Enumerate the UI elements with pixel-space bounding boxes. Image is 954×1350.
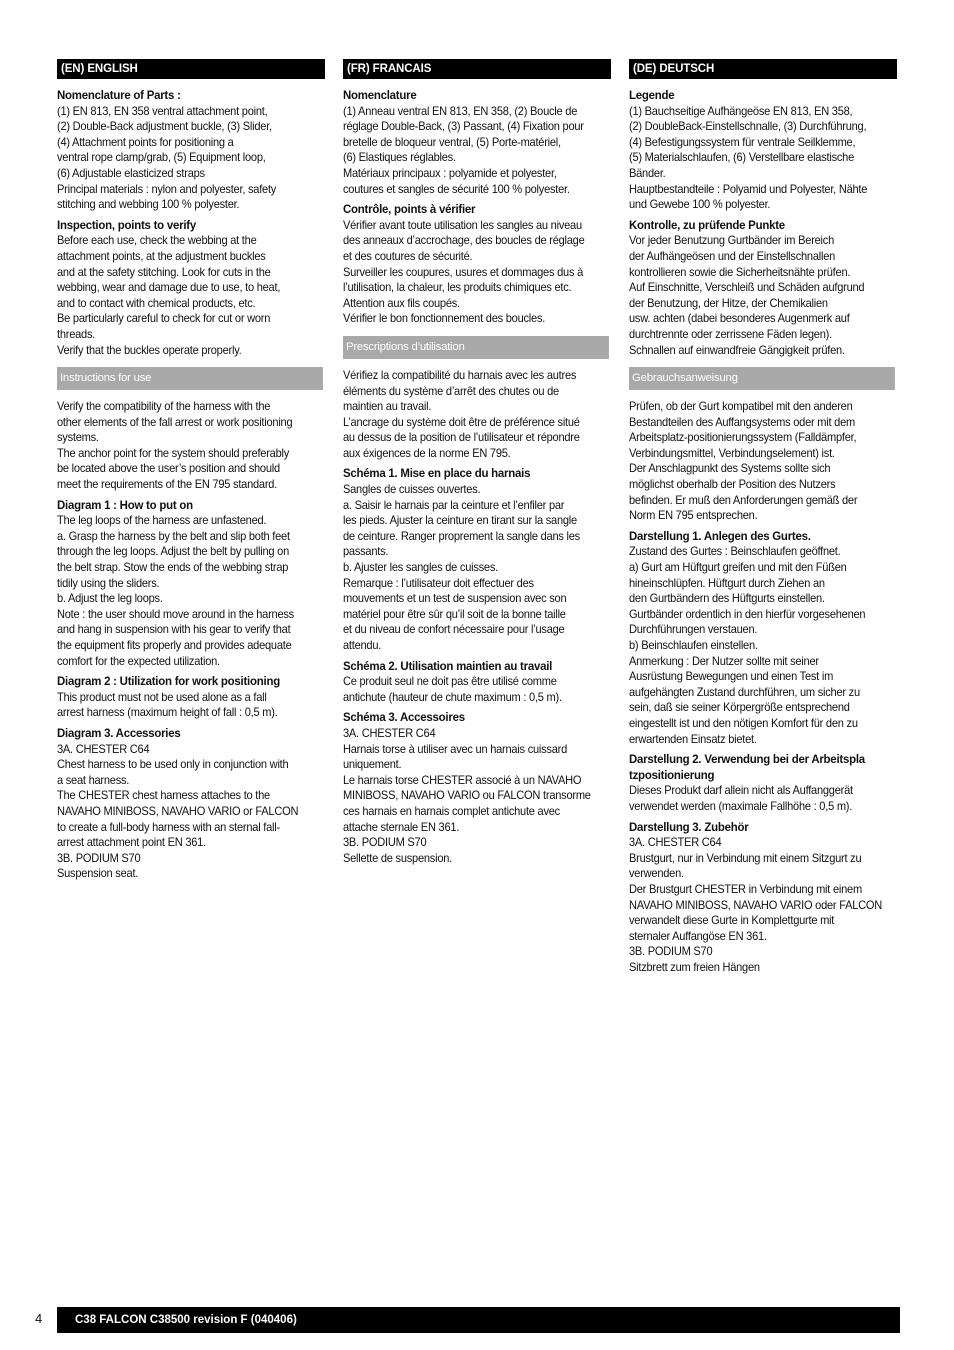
- column-german: [629, 59, 897, 980]
- text-block-fr: [343, 88, 611, 866]
- column-english: [57, 59, 325, 887]
- language-header-de: (DE) DEUTSCH: [629, 59, 897, 79]
- page-number: 4: [35, 1311, 43, 1326]
- diagram-3-heading: Schéma 3. Accessoires: [343, 710, 465, 725]
- diagram-3-text: 3A. CHESTER C64 Harnais torse à utiliser avec un harnais cuissard uniquement. Le harnais torse CHESTER associé à un NAVAHO MINIBOSS, NAVAHO VARIO ou FALCON transorme ces harnais en harnais complet antichute avec attache sternale EN 361. 3B. PODIUM S70 Sellette de suspension.: [343, 725, 591, 865]
- column-french: [343, 59, 611, 871]
- diagram-1-text: Sangles de cuisses ouvertes. a. Saisir le harnais par la ceinture et l’enfiler par les pieds. Ajuster la ceinture en tirant sur la sangle de ceinture. Ranger proprement la sangle dans les passants. b. Ajuster les sangles de cuisses. Remarque : l’utilisateur doit effectuer des mouvements et un test de suspension avec son matériel pour être sûr qu’il soit de la bonne taille et du niveau de confort nécessaire pour l’usage attendu.: [343, 482, 580, 652]
- diagram-2-text: Ce produit seul ne doit pas être utilisé comme antichute (hauteur de chute maximum : 0,5 m).: [343, 674, 562, 704]
- document-reference-bar: C38 FALCON C38500 revision F (040406): [57, 1307, 900, 1333]
- nomenclature-text: (1) Anneau ventral EN 813, EN 358, (2) Boucle de réglage Double-Back, (3) Passant, (4) Fixation pour bretelle de bloqueur ventral, (5) Porte-matériel, (6) Elastiques réglables. Matériaux principaux : polyamide et polyester, coutures et sangles de sécurité 100 % polyester.: [343, 103, 584, 196]
- diagram-1-heading: Schéma 1. Mise en place du harnais: [343, 466, 531, 481]
- diagram-3-text: 3A. CHESTER C64 Brustgurt, nur in Verbindung mit einem Sitzgurt zu verwenden. Der Brustgurt CHESTER in Verbindung mit einem NAVAHO MINIBOSS, NAVAHO VARIO oder FALCON verwandelt diese Gurte in Komplettgurte mit sternaler Auffangöse EN 361. 3B. PODIUM S70 Sitzbrett zum freien Hängen: [629, 835, 883, 974]
- diagram-2-text: This product must not be used alone as a fall arrest harness (maximum height of fall : 0,5 m).: [57, 689, 278, 720]
- inspection-text: Before each use, check the webbing at the attachment points, at the adjustment buckles and at the safety stitching. Look for cuts in the webbing, wear and damage due to use, to heat, and to contact with chemical products, etc. Be particularly careful to check for cut or worn threads. Verify that the buckles operate properly.: [57, 233, 281, 357]
- nomenclature-heading: Nomenclature: [343, 88, 417, 102]
- diagram-1-heading: Diagram 1 : How to put on: [57, 497, 193, 512]
- diagram-3-heading: Darstellung 3. Zubehör: [629, 819, 749, 834]
- text-block-en: [57, 88, 325, 882]
- inspection-heading: Kontrolle, zu prüfende Punkte: [629, 217, 785, 232]
- text-block-de: [629, 88, 897, 975]
- diagram-2-heading: Schéma 2. Utilisation maintien au travail: [343, 658, 553, 673]
- diagram-1-heading: Darstellung 1. Anlegen des Gurtes.: [629, 528, 811, 543]
- nomenclature-heading: Legende: [629, 88, 675, 102]
- instructions-text: Vérifiez la compatibilité du harnais avec les autres éléments du système d’arrêt des chutes ou de maintien au travail. L’ancrage du système doit être de préférence situé au dessus de la position de l’utilisateur et répondre aux éxigences de la norme EN 795.: [343, 367, 580, 460]
- instructions-text: Verify the compatibility of the harness with the other elements of the fall arrest or work positioning systems. The anchor point for the system should preferably be located above the user’s position and should meet the requirements of the EN 795 standard.: [57, 399, 293, 492]
- diagram-3-heading: Diagram 3. Accessories: [57, 725, 181, 740]
- inspection-heading: Contrôle, points à vérifier: [343, 202, 476, 217]
- language-header-en: (EN) ENGLISH: [57, 59, 325, 79]
- inspection-heading: Inspection, points to verify: [57, 217, 197, 232]
- instructions-bar: Instructions for use: [57, 367, 323, 390]
- instructions-bar: Gebrauchsanweisung: [629, 367, 895, 390]
- diagram-2-heading: Diagram 2 : Utilization for work positioning: [57, 674, 280, 689]
- diagram-3-text: 3A. CHESTER C64 Chest harness to be used only in conjunction with a seat harness. The CHESTER chest harness attaches to the NAVAHO MINIBOSS, NAVAHO VARIO or FALCON to create a full-body harness with an sternal fall- arrest attachment point EN 361. 3B. PODIUM S70 Suspension seat.: [57, 741, 299, 881]
- diagram-2-text: Dieses Produkt darf allein nicht als Auffanggerät verwendet werden (maximale Fallhöhe : 0,5 m).: [629, 783, 853, 813]
- diagram-2-heading: Darstellung 2. Verwendung bei der Arbeitspla tzpositionierung: [629, 752, 865, 782]
- language-header-fr: (FR) FRANCAIS: [343, 59, 611, 79]
- diagram-1-text: Zustand des Gurtes : Beinschlaufen geöffnet. a) Gurt am Hüftgurt greifen und mit den Füßen hineinschlüpfen. Hüftgurt durch Ziehen an den Gurtbändern des Hüftgurts einstellen. Gurtbänder ordentlich in den hierfür vorgesehenen Durchführungen verstauen. b) Beinschlaufen einstellen. Anmerkung : Der Nutzer sollte mit seiner Ausrüstung Bewegungen und einen Test im aufgehängten Zustand durchführen, um sicher zu sein, daß sie seiner Körpergröße entsprechend eingestellt ist und den nötigen Komfort für den zu erwartenden Einsatz bietet.: [629, 544, 866, 746]
- diagram-1-text: The leg loops of the harness are unfastened. a. Grasp the harness by the belt and slip both feet through the leg loops. Adjust the belt by pulling on the belt strap. Stow the ends of the webbing strap tidily using the sliders. b. Adjust the leg loops. Note : the user should move around in the harness and hang in suspension with his gear to verify that the equipment fits properly and provides adequate comfort for the expected utilization.: [57, 513, 294, 668]
- inspection-text: Vérifier avant toute utilisation les sangles au niveau des anneaux d’accrochage, des boucles de réglage et des coutures de sécurité. Surveiller les coupures, usures et dommages dus à l’utilisation, la chaleur, les produits chimiques etc. Attention aux fils coupés. Vérifier le bon fonctionnement des boucles.: [343, 217, 585, 326]
- nomenclature-text: (1) EN 813, EN 358 ventral attachment point, (2) Double-Back adjustment buckle, (3) Slider, (4) Attachment points for positioning a ventral rope clamp/grab, (5) Equipment loop, (6) Adjustable elasticized straps Principal materials : nylon and polyester, safety stitching and webbing 100 % polyester.: [57, 103, 277, 212]
- nomenclature-heading: Nomenclature of Parts :: [57, 88, 181, 102]
- instructions-bar: Prescriptions d’utilisation: [343, 336, 609, 359]
- instructions-text: Prüfen, ob der Gurt kompatibel mit den anderen Bestandteilen des Auffangsystems oder mit dem Arbeitsplatz-positionierungssystem (Falldämpfer, Verbindungsmittel, Verbindungselement) ist. Der Anschlagpunkt des Systems sollte sich möglichst oberhalb der Position des Nutzers befinden. Er muß den Anforderungen gemäß der Norm EN 795 entsprechen.: [629, 399, 858, 523]
- nomenclature-text: (1) Bauchseitige Aufhängeöse EN 813, EN 358, (2) DoubleBack-Einstellschnalle, (3) Durchführung, (4) Befestigungssystem für ventrale Seilklemme, (5) Materialschlaufen, (6) Verstellbare elastische Bänder. Hauptbestandteile : Polyamid und Polyester, Nähte und Gewebe 100 % polyester.: [629, 103, 868, 212]
- inspection-text: Vor jeder Benutzung Gurtbänder im Bereich der Aufhängeösen und der Einstellschnallen kontrollieren sowie die Sicherheitsnähte prüfen. Auf Einschnitte, Verschleiß und Schäden aufgrund der Benutzung, der Hitze, der Chemikalien usw. achten (dabei besonderes Augenmerk auf durchtrennte oder zerrissene Fäden legen). Schnallen auf einwandfreie Gängigkeit prüfen.: [629, 233, 865, 357]
